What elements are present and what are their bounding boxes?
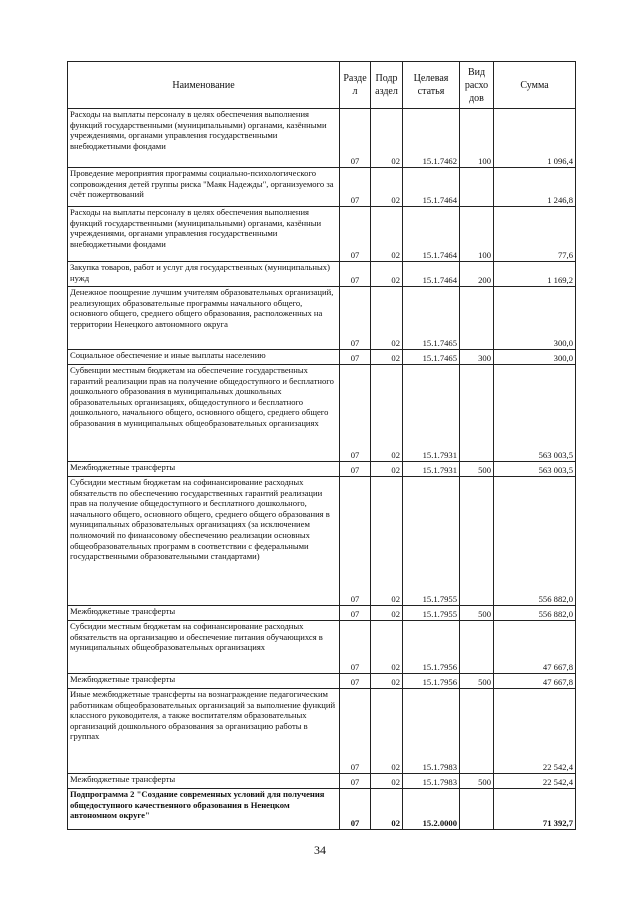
row-subsection: 02 bbox=[371, 365, 403, 462]
row-expense-kind bbox=[460, 477, 494, 606]
row-expense-kind: 500 bbox=[460, 674, 494, 689]
row-name: Расходы на выплаты персоналу в целях обеспечения выполнения функций государственными (муниципальными) органами, казённыи учреждениями, органами управления государственными внебюджетными фондами bbox=[68, 207, 340, 262]
budget-table bbox=[67, 61, 576, 830]
row-subsection: 02 bbox=[371, 689, 403, 774]
row-subsection: 02 bbox=[371, 477, 403, 606]
row-expense-kind: 200 bbox=[460, 262, 494, 287]
row-name: Межбюджетные трансферты bbox=[68, 462, 340, 477]
row-amount: 77,6 bbox=[494, 207, 576, 262]
row-name: Межбюджетные трансферты bbox=[68, 674, 340, 689]
row-expense-kind bbox=[460, 689, 494, 774]
row-amount: 47 667,8 bbox=[494, 621, 576, 674]
row-expense-kind: 500 bbox=[460, 462, 494, 477]
row-name: Подпрограмма 2 "Создание современных условий для получения общедоступного качественного образования в Ненецком автономном округе" bbox=[68, 789, 340, 830]
header-name: Наименование bbox=[68, 62, 340, 109]
row-expense-kind bbox=[460, 365, 494, 462]
row-target-article: 15.1.7931 bbox=[403, 462, 460, 477]
row-name: Социальное обеспечение и иные выплаты населению bbox=[68, 350, 340, 365]
header-subsection: Подр аздел bbox=[371, 62, 403, 109]
row-subsection: 02 bbox=[371, 462, 403, 477]
row-name: Денежное поощрение лучшим учителям образовательных организаций, реализующих образовательные программы начального общего, основного общего, среднего общего образования, расположенных на территории Ненецкого автономного округа bbox=[68, 287, 340, 350]
row-amount: 47 667,8 bbox=[494, 674, 576, 689]
row-amount: 71 392,7 bbox=[494, 789, 576, 830]
row-amount: 300,0 bbox=[494, 287, 576, 350]
row-expense-kind: 300 bbox=[460, 350, 494, 365]
row-target-article: 15.1.7955 bbox=[403, 477, 460, 606]
table-row bbox=[68, 674, 576, 689]
row-expense-kind: 100 bbox=[460, 207, 494, 262]
row-amount: 556 882,0 bbox=[494, 606, 576, 621]
row-section: 07 bbox=[340, 689, 371, 774]
row-target-article: 15.1.7931 bbox=[403, 365, 460, 462]
row-section: 07 bbox=[340, 606, 371, 621]
row-section: 07 bbox=[340, 789, 371, 830]
row-name: Субсидии местным бюджетам на софинансирование расходных обязательств по обеспечению государственных гарантий реализации прав на получение общедоступного и бесплатного дошкольного, начального общего, основного общего, среднего общего образования в муниципальных образовательных организациях (за исключением полномочий по финансовому обеспечению реализации основных общеобразовательных программ в соответствии с федеральными государственными образовательными стандартами) bbox=[68, 477, 340, 606]
row-expense-kind bbox=[460, 287, 494, 350]
table-row bbox=[68, 262, 576, 287]
table-row bbox=[68, 109, 576, 168]
row-section: 07 bbox=[340, 207, 371, 262]
row-amount: 22 542,4 bbox=[494, 774, 576, 789]
row-subsection: 02 bbox=[371, 207, 403, 262]
table-row bbox=[68, 207, 576, 262]
row-name: Расходы на выплаты персоналу в целях обеспечения выполнения функций государственными (муниципальными) органами, казёнными учреждениями, органами управления государственными внебюджетными фондами bbox=[68, 109, 340, 168]
page-number: 34 bbox=[314, 843, 326, 857]
row-subsection: 02 bbox=[371, 262, 403, 287]
row-target-article: 15.1.7464 bbox=[403, 168, 460, 207]
header-amount: Сумма bbox=[494, 62, 576, 109]
header-expense-kind: Вид расхо дов bbox=[460, 62, 494, 109]
row-target-article: 15.1.7464 bbox=[403, 207, 460, 262]
row-name: Субвенции местным бюджетам на обеспечение государственных гарантий реализации прав на получение общедоступного и бесплатного дошкольного образования в муниципальных дошкольных образовательных организациях, общедоступного и бесплатного дошкольного, начального общего, основного общего, среднего общего образования в муниципальных общеобразовательных организациях bbox=[68, 365, 340, 462]
row-subsection: 02 bbox=[371, 109, 403, 168]
row-target-article: 15.1.7983 bbox=[403, 689, 460, 774]
row-target-article: 15.1.7983 bbox=[403, 774, 460, 789]
table-row bbox=[68, 168, 576, 207]
row-subsection: 02 bbox=[371, 168, 403, 207]
row-amount: 300,0 bbox=[494, 350, 576, 365]
row-amount: 1 096,4 bbox=[494, 109, 576, 168]
row-amount: 556 882,0 bbox=[494, 477, 576, 606]
row-amount: 1 246,8 bbox=[494, 168, 576, 207]
row-section: 07 bbox=[340, 350, 371, 365]
table-header-row bbox=[68, 62, 576, 109]
row-section: 07 bbox=[340, 621, 371, 674]
row-subsection: 02 bbox=[371, 674, 403, 689]
row-subsection: 02 bbox=[371, 789, 403, 830]
table-row bbox=[68, 462, 576, 477]
table-row bbox=[68, 621, 576, 674]
row-expense-kind: 500 bbox=[460, 606, 494, 621]
row-section: 07 bbox=[340, 287, 371, 350]
table-row bbox=[68, 287, 576, 350]
row-amount: 22 542,4 bbox=[494, 689, 576, 774]
table-row bbox=[68, 606, 576, 621]
row-target-article: 15.1.7462 bbox=[403, 109, 460, 168]
row-section: 07 bbox=[340, 168, 371, 207]
row-expense-kind bbox=[460, 168, 494, 207]
row-section: 07 bbox=[340, 774, 371, 789]
row-target-article: 15.2.0000 bbox=[403, 789, 460, 830]
row-section: 07 bbox=[340, 477, 371, 606]
row-expense-kind: 500 bbox=[460, 774, 494, 789]
row-subsection: 02 bbox=[371, 606, 403, 621]
row-section: 07 bbox=[340, 462, 371, 477]
header-section: Разде л bbox=[340, 62, 371, 109]
row-target-article: 15.1.7465 bbox=[403, 350, 460, 365]
row-subsection: 02 bbox=[371, 774, 403, 789]
row-target-article: 15.1.7465 bbox=[403, 287, 460, 350]
table-row bbox=[68, 350, 576, 365]
row-target-article: 15.1.7955 bbox=[403, 606, 460, 621]
row-name: Субсидии местным бюджетам на софинансирование расходных обязательств на организацию и обеспечение питания обучающихся в муниципальных общеобразовательных организациях bbox=[68, 621, 340, 674]
row-amount: 563 003,5 bbox=[494, 365, 576, 462]
row-name: Закупка товаров, работ и услуг для государственных (муниципальных) нужд bbox=[68, 262, 340, 287]
row-target-article: 15.1.7464 bbox=[403, 262, 460, 287]
row-amount: 563 003,5 bbox=[494, 462, 576, 477]
row-section: 07 bbox=[340, 674, 371, 689]
table-row bbox=[68, 365, 576, 462]
row-subsection: 02 bbox=[371, 287, 403, 350]
table-row bbox=[68, 774, 576, 789]
row-amount: 1 169,2 bbox=[494, 262, 576, 287]
row-subsection: 02 bbox=[371, 350, 403, 365]
table-row bbox=[68, 789, 576, 830]
row-expense-kind: 100 bbox=[460, 109, 494, 168]
row-target-article: 15.1.7956 bbox=[403, 621, 460, 674]
row-name: Межбюджетные трансферты bbox=[68, 774, 340, 789]
row-section: 07 bbox=[340, 262, 371, 287]
row-expense-kind bbox=[460, 789, 494, 830]
row-name: Проведение мероприятия программы социально-психологического сопровождения детей группы риска "Маяк Надежды", организуемого за счёт пожертвований bbox=[68, 168, 340, 207]
row-section: 07 bbox=[340, 109, 371, 168]
row-section: 07 bbox=[340, 365, 371, 462]
row-subsection: 02 bbox=[371, 621, 403, 674]
table-row bbox=[68, 689, 576, 774]
row-name: Межбюджетные трансферты bbox=[68, 606, 340, 621]
table-row bbox=[68, 477, 576, 606]
row-expense-kind bbox=[460, 621, 494, 674]
row-target-article: 15.1.7956 bbox=[403, 674, 460, 689]
header-target-article: Целевая статья bbox=[403, 62, 460, 109]
row-name: Иные межбюджетные трансферты на вознаграждение педагогическим работникам общеобразовательных организаций за выполнение функций классного руководителя, а также воспитателям образовательных организаций дошкольного образования за организацию работы в группах bbox=[68, 689, 340, 774]
